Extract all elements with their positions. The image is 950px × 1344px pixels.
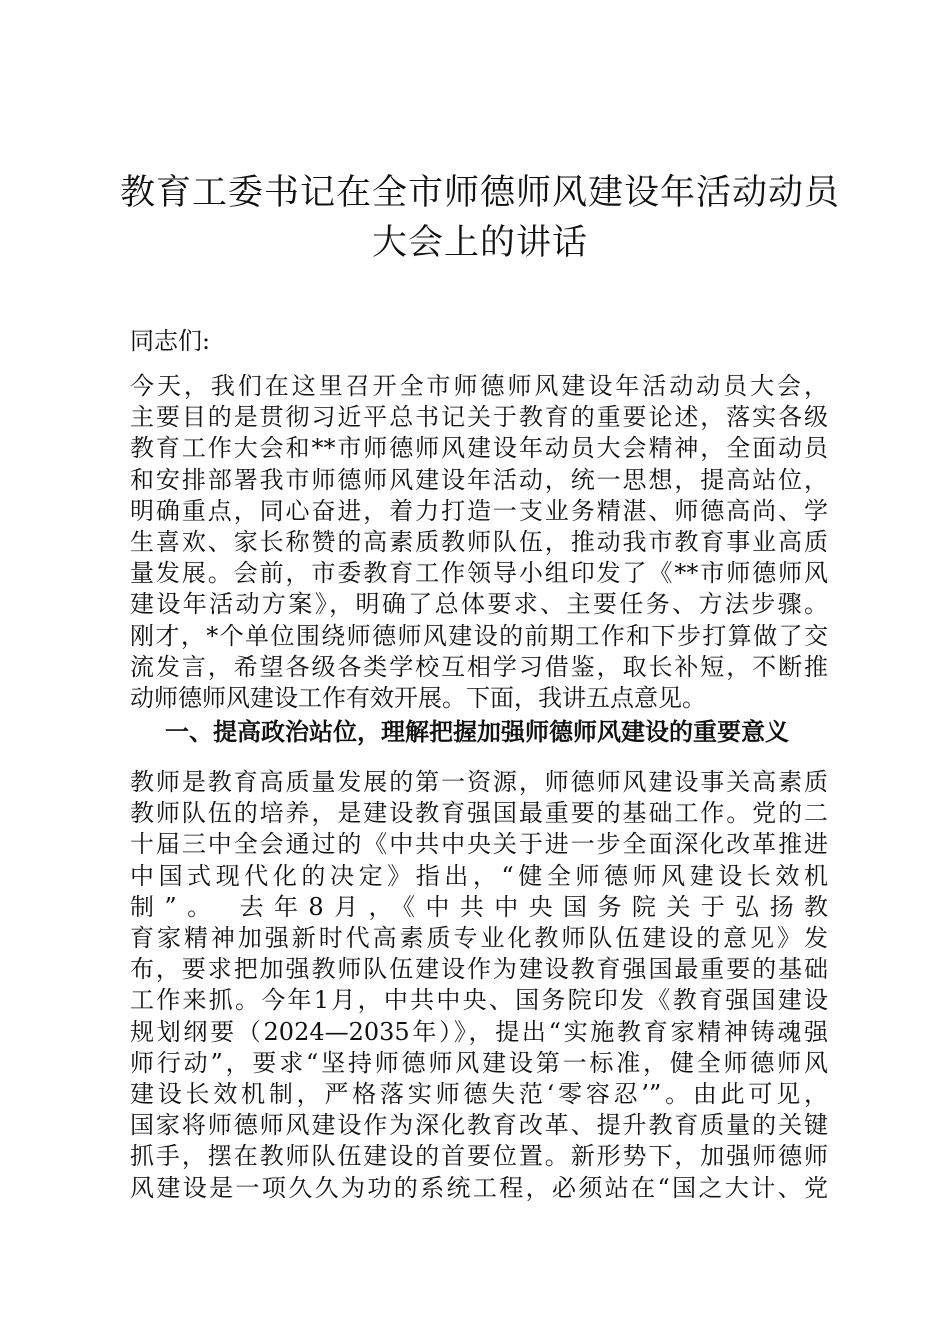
text-line: 今天，我们在这里召开全市师德师风建设年活动动员大会， [130, 372, 828, 400]
document-title [120, 168, 840, 268]
text-line: 动师德师风建设工作有效开展。下面，我讲五点意见。 [130, 684, 706, 713]
text-line: 教育工作大会和**市师德师风建设年动员大会精神，全面动员 [130, 434, 828, 463]
text-line: 量发展。会前，市委教育工作领导小组印发了《**市师德师风 [130, 559, 828, 588]
text-line: 师行动”，要求“坚持师德师风建设第一标准，健全师德师风 [130, 1048, 828, 1077]
text-line: 明确重点，同心奋进，着力打造一支业务精湛、师德高尚、学 [130, 496, 828, 525]
text-line: 制”。 去年8月，《中共中央国务院关于弘扬教 [130, 892, 828, 921]
text-line: 工作来抓。今年1月，中共中央、国务院印发《教育强国建设 [130, 986, 828, 1015]
paragraph-section-1 [130, 767, 828, 1204]
text-line: 教师队伍的培养，是建设教育强国最重要的基础工作。党的二 [130, 799, 828, 828]
text-line: 建设长效机制，严格落实师德失范‘零容忍’”。由此可见， [130, 1080, 828, 1109]
paragraph-opening [130, 371, 828, 714]
text-line: 流发言，希望各级各类学校互相学习借鉴，取长补短，不断推 [130, 652, 828, 681]
text-line: 布，要求把加强教师队伍建设作为建设教育强国最重要的基础 [130, 955, 828, 984]
text-line: 教师是教育高质量发展的第一资源，师德师风建设事关高素质 [130, 768, 828, 796]
text-line: 抓手，摆在教师队伍建设的首要位置。新形势下，加强师德师 [130, 1142, 828, 1171]
section-heading-1: 一、提高政治站位，理解把握加强师德师风建设的重要意义 [165, 717, 789, 746]
text-line: 和安排部署我市师德师风建设年活动，统一思想，提高站位， [130, 465, 828, 494]
text-line: 风建设是一项久久为功的系统工程，必须站在“国之大计、党 [130, 1173, 828, 1202]
text-line: 生喜欢、家长称赞的高素质教师队伍，推动我市教育事业高质 [130, 528, 828, 557]
title-line-2: 大会上的讲话 [371, 223, 588, 263]
text-line: 规划纲要（2024—2035年）》，提出“实施教育家精神铸魂强 [130, 1017, 828, 1046]
text-line: 主要目的是贯彻习近平总书记关于教育的重要论述，落实各级 [130, 403, 828, 432]
text-line: 刚才，*个单位围绕师德师风建设的前期工作和下步打算做了交 [130, 621, 828, 650]
text-line: 建设年活动方案》，明确了总体要求、主要任务、方法步骤。 [130, 590, 828, 619]
text-line: 十届三中全会通过的《中共中央关于进一步全面深化改革推进 [130, 830, 828, 859]
text-line: 育家精神加强新时代高素质专业化教师队伍建设的意见》发 [130, 924, 828, 953]
text-line: 国家将师德师风建设作为深化教育改革、提升教育质量的关键 [130, 1111, 828, 1140]
text-line: 中国式现代化的决定》指出，“健全师德师风建设长效机 [130, 861, 828, 890]
title-line-1: 教育工委书记在全市师德师风建设年活动动员 [120, 173, 841, 213]
salutation: 同志们: [130, 327, 211, 355]
